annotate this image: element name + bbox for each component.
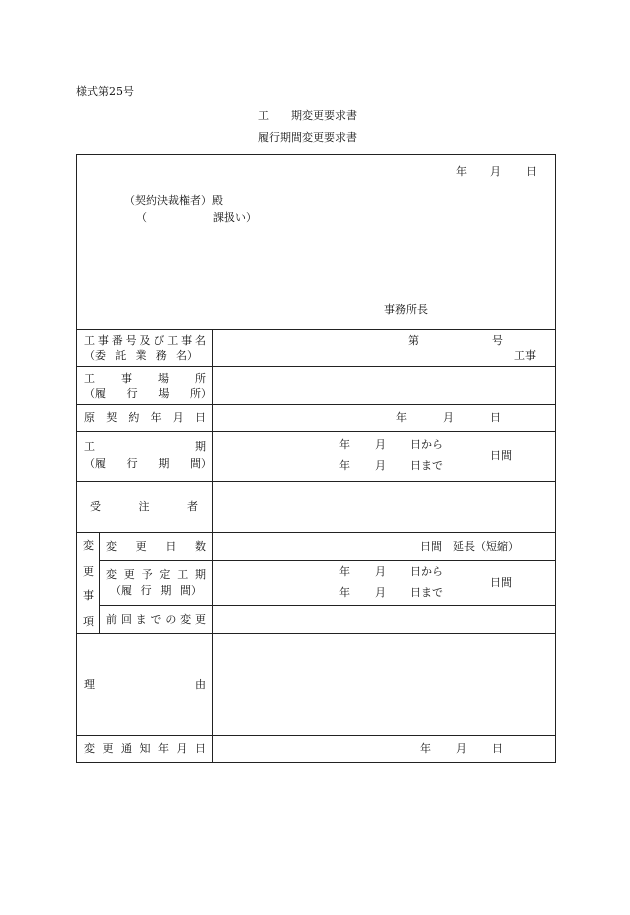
planned-period-label-line2: （履 行 期 間）	[110, 584, 202, 597]
period-to-year: 年	[339, 459, 350, 472]
change-side-label: 変	[83, 539, 94, 552]
period-label-line1: 工 期	[84, 440, 206, 453]
location-label-line2: （履 行 場 所）	[84, 387, 212, 400]
planned-to-month: 月	[375, 586, 386, 599]
planned-days: 日間	[490, 576, 512, 589]
change-days-value: 日間 延長（短縮）	[420, 540, 519, 553]
project-dai-label: 第	[408, 334, 419, 347]
notice-date-day: 日	[492, 742, 503, 755]
row-divider	[76, 431, 556, 432]
change-days-label: 変 更 日 数	[106, 540, 206, 553]
previous-changes-label: 前 回 ま で の 変 更	[106, 613, 206, 626]
row-divider	[76, 404, 556, 405]
addressee: （契約決裁権者）殿	[124, 194, 223, 207]
period-to-suffix: 日まで	[410, 459, 443, 472]
column-divider	[99, 532, 100, 633]
notice-date-month: 月	[456, 742, 467, 755]
notice-date-year: 年	[420, 742, 431, 755]
document-title: 工 期変更要求書	[258, 109, 357, 122]
header-day-label: 日	[526, 165, 537, 178]
change-side-label: 更	[83, 565, 94, 578]
project-koji-label: 工事	[514, 349, 536, 362]
header-year-label: 年	[456, 165, 467, 178]
planned-to-suffix: 日まで	[410, 586, 443, 599]
addressee-sub-close: 課扱い）	[213, 211, 257, 224]
row-divider	[76, 329, 556, 330]
period-from-year: 年	[339, 438, 350, 451]
planned-from-suffix: 日から	[410, 565, 443, 578]
original-date-label: 原 契 約 年 月 日	[84, 411, 206, 424]
document-subtitle: 履行期間変更要求書	[258, 131, 357, 144]
row-divider	[76, 366, 556, 367]
planned-from-month: 月	[375, 565, 386, 578]
contractor-label: 受 注 者	[90, 500, 198, 513]
addressee-sub-open: （	[136, 211, 147, 224]
planned-period-label-line1: 変 更 予 定 工 期	[106, 568, 206, 581]
original-date-year: 年	[396, 411, 407, 424]
period-label-line2: （履 行 期 間）	[84, 457, 212, 470]
row-divider	[99, 560, 556, 561]
change-side-label: 事	[83, 589, 94, 602]
row-divider	[76, 532, 556, 533]
period-from-suffix: 日から	[410, 438, 443, 451]
row-divider	[99, 605, 556, 606]
column-divider	[212, 329, 213, 763]
office-head: 事務所長	[384, 303, 428, 316]
planned-from-year: 年	[339, 565, 350, 578]
location-label-line1: 工 事 場 所	[84, 372, 206, 385]
period-days: 日間	[490, 449, 512, 462]
form-number: 様式第25号	[76, 85, 134, 98]
header-month-label: 月	[490, 165, 501, 178]
project-go-label: 号	[492, 334, 503, 347]
notice-date-label: 変 更 通 知 年 月 日	[84, 742, 206, 755]
period-to-month: 月	[375, 459, 386, 472]
project-label-line1: 工 事 番 号 及 び 工 事 名	[84, 334, 206, 347]
row-divider	[76, 633, 556, 634]
planned-to-year: 年	[339, 586, 350, 599]
row-divider	[76, 481, 556, 482]
row-divider	[76, 735, 556, 736]
project-label-line2: （委 託 業 務 名）	[84, 349, 198, 362]
original-date-month: 月	[443, 411, 454, 424]
reason-label: 理 由	[84, 678, 206, 691]
change-side-label: 項	[83, 615, 94, 628]
period-from-month: 月	[375, 438, 386, 451]
original-date-day: 日	[490, 411, 501, 424]
